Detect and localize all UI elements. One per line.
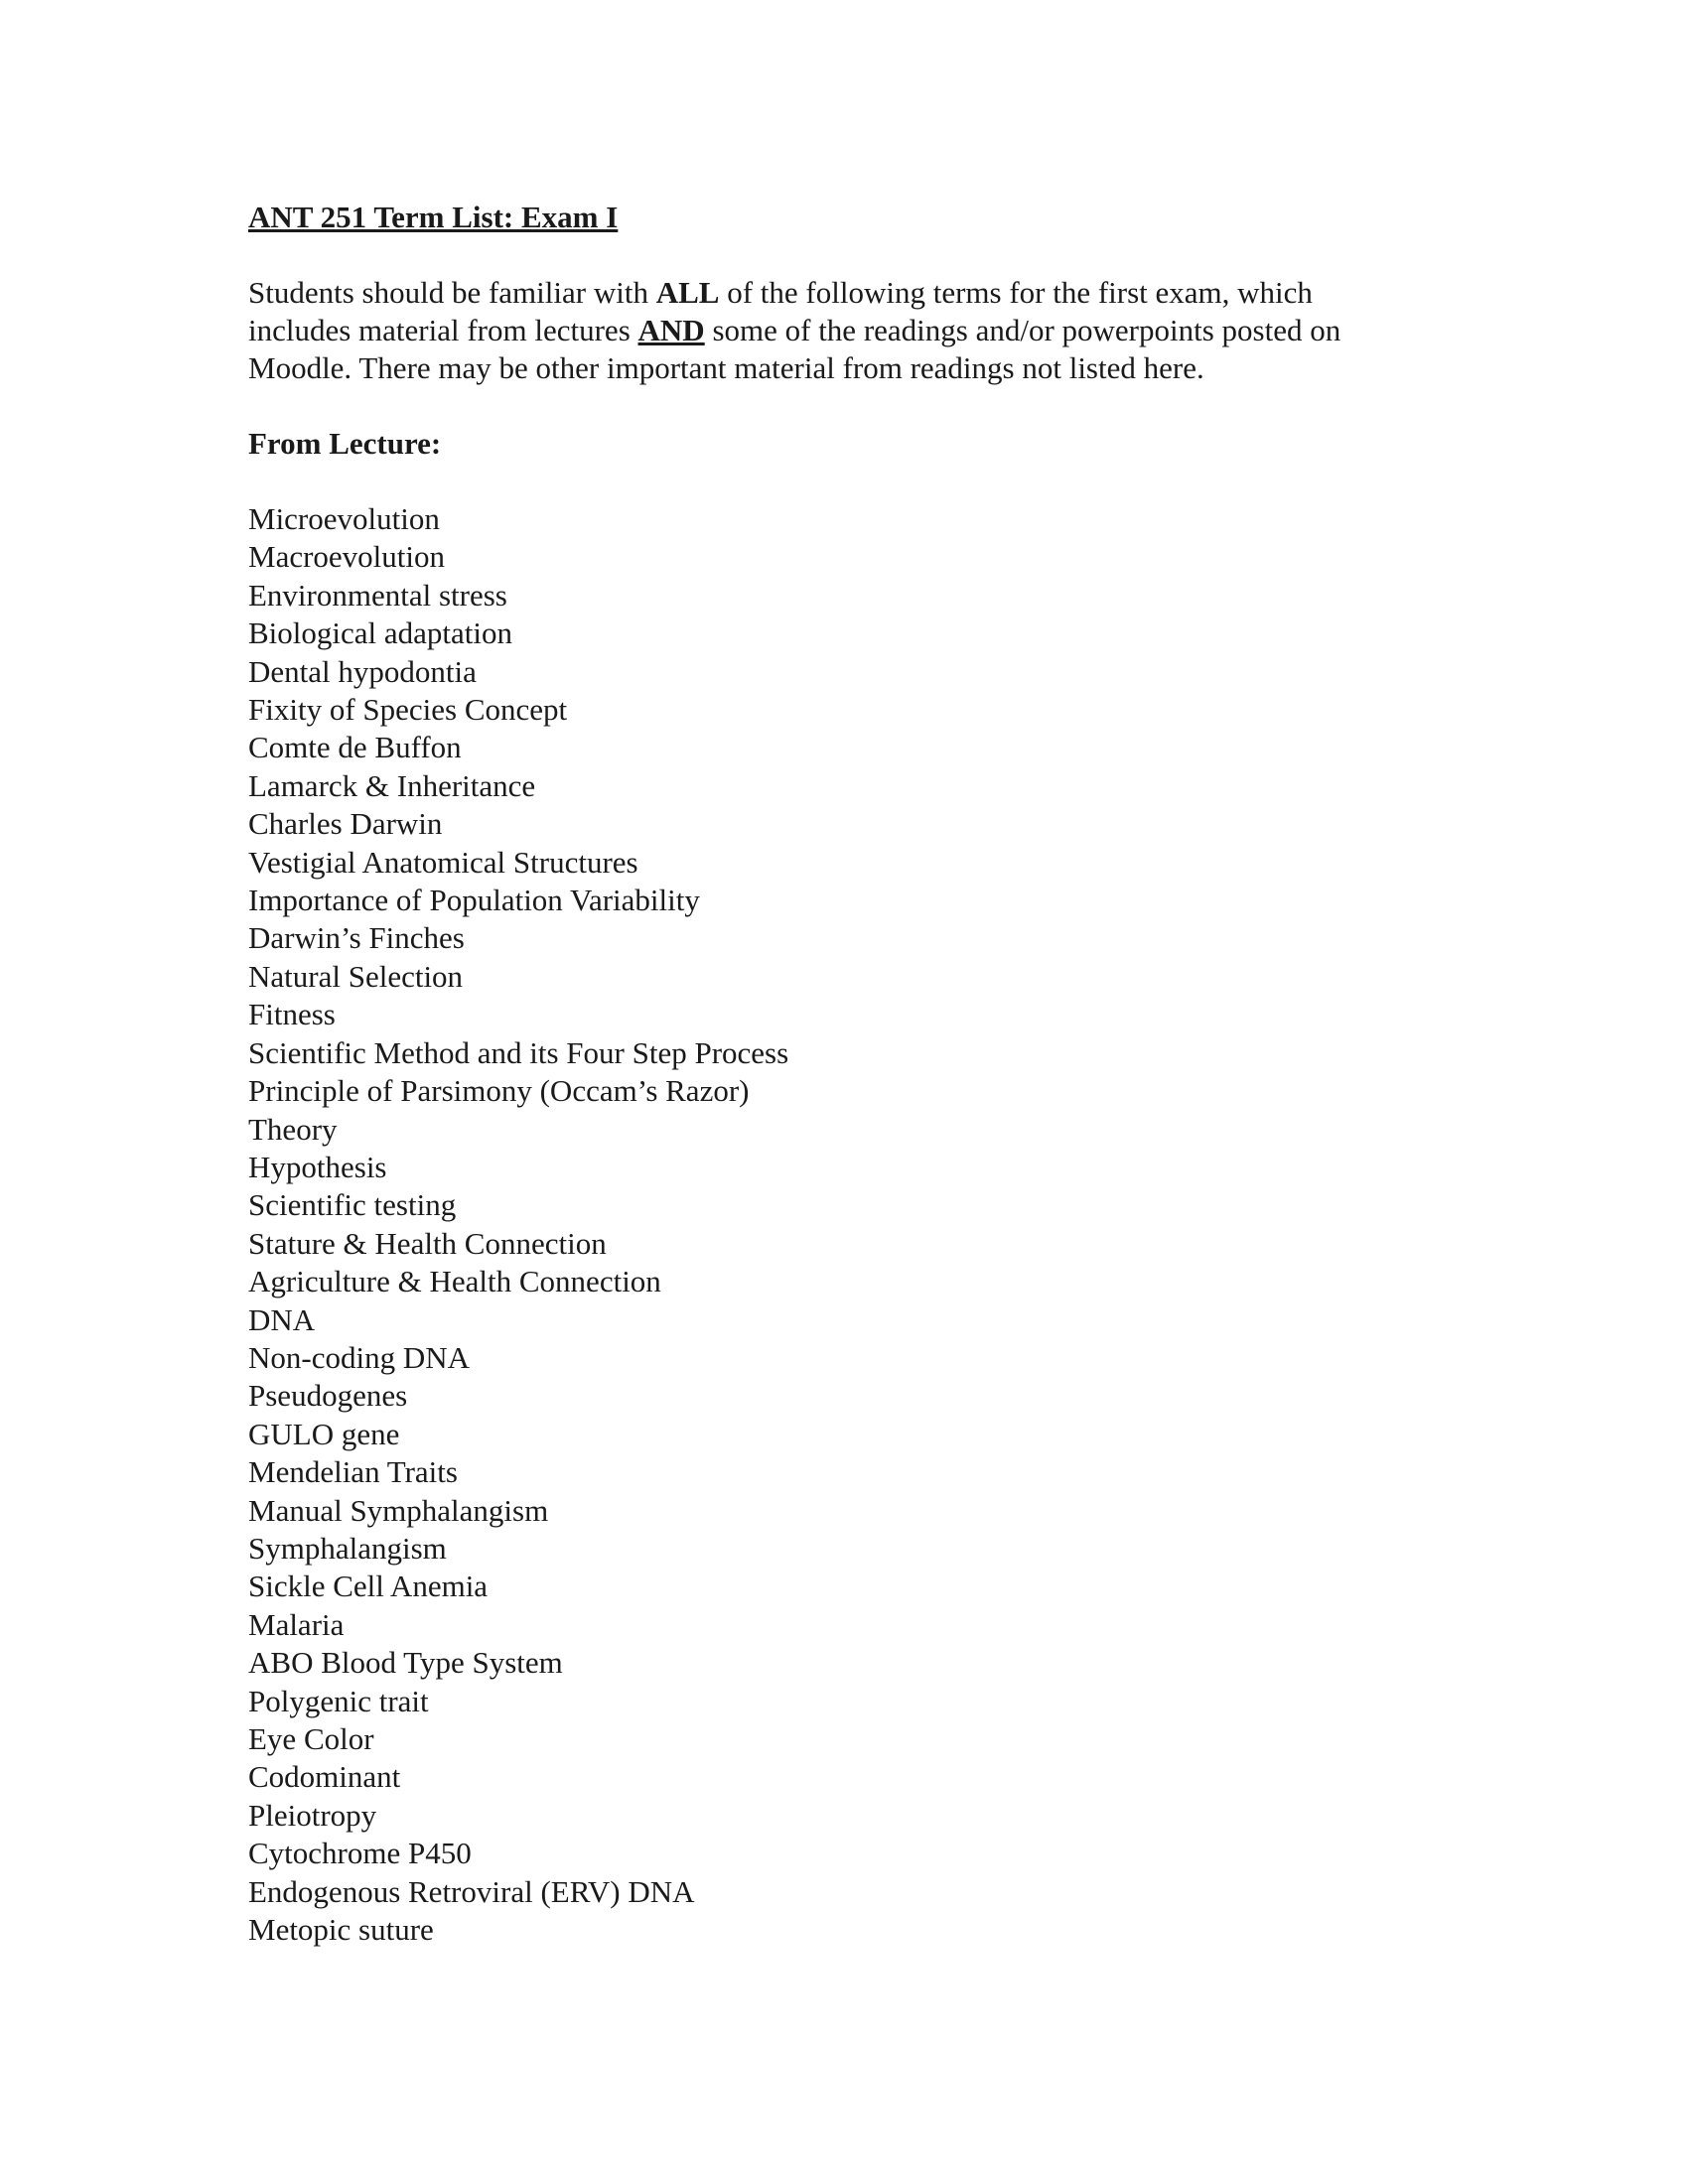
term-item: Stature & Health Connection (248, 1225, 607, 1261)
term-item: Scientific Method and its Four Step Process (248, 1034, 789, 1070)
term-item: Pleiotropy (248, 1797, 377, 1833)
term-list (248, 500, 1460, 1949)
intro-paragraph (248, 274, 1460, 387)
term-item: Dental hypodontia (248, 653, 477, 689)
intro-line-1 (248, 274, 1460, 312)
term-item: Symphalangism (248, 1530, 447, 1566)
intro-line-1-before: Students should be familiar with (248, 275, 656, 310)
term-item: Cytochrome P450 (248, 1836, 472, 1871)
term-item: Biological adaptation (248, 615, 513, 651)
term-item: Darwin’s Finches (248, 920, 465, 956)
term-item: Agriculture & Health Connection (248, 1264, 661, 1299)
term-item: Polygenic trait (248, 1683, 429, 1718)
term-item: Environmental stress (248, 577, 507, 613)
term-item: Sickle Cell Anemia (248, 1569, 489, 1604)
intro-line-2-before: includes material from lectures (248, 313, 638, 347)
term-item: Principle of Parsimony (Occam’s Razor) (248, 1073, 750, 1109)
term-item: Codominant (248, 1759, 401, 1795)
term-item: Metopic suture (248, 1912, 434, 1948)
term-item: Macroevolution (248, 539, 446, 575)
term-item: Manual Symphalangism (248, 1492, 549, 1528)
document-page (248, 199, 1460, 1949)
intro-line-2-after: some of the readings and/or powerpoints posted on (704, 313, 1341, 347)
term-item: Non-coding DNA (248, 1339, 470, 1375)
term-item: Scientific testing (248, 1187, 457, 1223)
intro-emphasis-and: AND (637, 313, 705, 347)
intro-emphasis-all: ALL (655, 275, 720, 310)
term-item: Fixity of Species Concept (248, 692, 568, 728)
term-item: Lamarck & Inheritance (248, 767, 536, 803)
section-heading: From Lecture: (248, 426, 442, 461)
intro-line-1-after: of the following terms for the first exam, which (719, 275, 1313, 310)
term-item: ABO Blood Type System (248, 1645, 563, 1681)
term-item: Microevolution (248, 501, 440, 536)
term-item: Charles Darwin (248, 806, 443, 842)
document-title: ANT 251 Term List: Exam I (248, 200, 619, 234)
term-item: Mendelian Traits (248, 1454, 458, 1490)
term-item: Pseudogenes (248, 1378, 408, 1414)
term-item: DNA (248, 1301, 316, 1337)
term-item: Vestigial Anatomical Structures (248, 844, 638, 880)
term-item: Natural Selection (248, 958, 464, 994)
term-item: Theory (248, 1111, 338, 1147)
intro-line-2 (248, 312, 1460, 349)
term-item: Eye Color (248, 1721, 374, 1756)
term-item: Fitness (248, 997, 336, 1032)
intro-line-3: Moodle. There may be other important material from readings not listed here. (248, 350, 1204, 385)
term-item: Malaria (248, 1606, 345, 1642)
term-item: Importance of Population Variability (248, 883, 700, 918)
term-item: Hypothesis (248, 1149, 387, 1184)
term-item: Endogenous Retroviral (ERV) DNA (248, 1873, 695, 1909)
term-item: GULO gene (248, 1416, 400, 1451)
term-item: Comte de Buffon (248, 730, 462, 765)
